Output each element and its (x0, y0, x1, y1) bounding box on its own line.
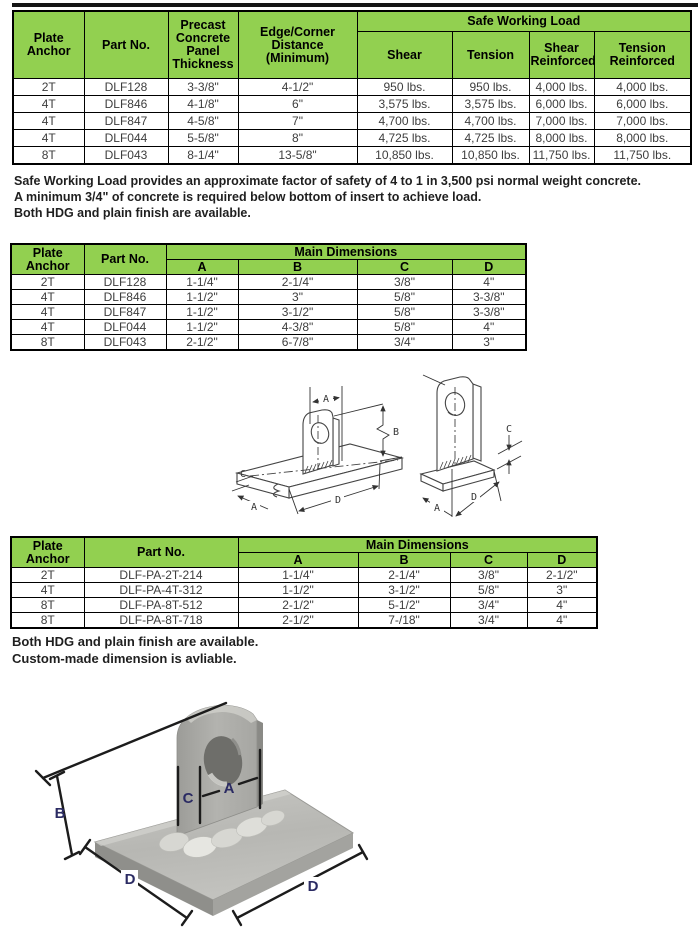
table-cell: 8T (11, 598, 84, 613)
dim-label-a-top: A (322, 394, 330, 405)
divider-line (12, 3, 698, 7)
main-dimensions-table-dlf-pa (10, 536, 598, 629)
table-cell: 1-1/4" (238, 568, 358, 583)
table-cell: DLF043 (84, 335, 166, 351)
group-header-main-dimensions: Main Dimensions (238, 537, 597, 553)
table-cell: 2-1/2" (166, 335, 238, 351)
col-header-tension: Tension (452, 32, 529, 79)
note-line: Both HDG and plain finish are available. (12, 634, 259, 649)
table-row (11, 320, 526, 335)
table-cell: 5/8" (450, 583, 527, 598)
table-cell: 4,000 lbs. (529, 79, 594, 96)
table-cell: 4" (527, 598, 597, 613)
col-header-d: D (452, 260, 526, 275)
table-cell: 8" (238, 130, 357, 147)
table-row (13, 79, 691, 96)
photo-label-c: C (182, 790, 194, 807)
photo-label-a: A (223, 780, 235, 797)
table-cell: 4T (13, 113, 84, 130)
table-cell: 11,750 lbs. (529, 147, 594, 165)
col-header-c: C (357, 260, 452, 275)
table-cell: 4,000 lbs. (594, 79, 691, 96)
table-cell: 5-5/8" (168, 130, 238, 147)
table-cell: DLF044 (84, 130, 168, 147)
table-cell: DLF128 (84, 275, 166, 290)
table-cell: 8,000 lbs. (594, 130, 691, 147)
table-cell: 3-3/8" (452, 305, 526, 320)
table-cell: 3,575 lbs. (452, 96, 529, 113)
group-header-main-dimensions: Main Dimensions (166, 244, 526, 260)
group-header-safe-working-load: Safe Working Load (357, 11, 691, 32)
table-cell: 6,000 lbs. (529, 96, 594, 113)
table-cell: DLF-PA-4T-312 (84, 583, 238, 598)
table-cell: 2T (13, 79, 84, 96)
table-cell: 3,575 lbs. (357, 96, 452, 113)
table-cell: 1-1/4" (166, 275, 238, 290)
table-cell: DLF128 (84, 79, 168, 96)
table-row (11, 568, 597, 583)
note-line: Safe Working Load provides an approximate factor of safety of 4 to 1 in 3,500 psi normal weight concrete. (14, 174, 642, 188)
plate-anchor-technical-drawing (0, 365, 700, 533)
table-cell: 3-3/8" (452, 290, 526, 305)
col-header-b: B (238, 260, 357, 275)
col-header-shear: Shear (357, 32, 452, 79)
photo-label-b: B (54, 805, 66, 822)
table-cell: 4-1/2" (238, 79, 357, 96)
table-cell: 3" (452, 335, 526, 351)
table-cell: DLF846 (84, 96, 168, 113)
table-row (13, 96, 691, 113)
table-cell: 11,750 lbs. (594, 147, 691, 165)
table-cell: 1-1/2" (166, 320, 238, 335)
table-cell: 3" (527, 583, 597, 598)
table-cell: 7,000 lbs. (594, 113, 691, 130)
table-cell: 6-7/8" (238, 335, 357, 351)
col-header-b: B (358, 553, 450, 568)
col-header-part-no: Part No. (84, 244, 166, 275)
table-row (11, 613, 597, 629)
plate-anchor-product-photo (8, 676, 448, 936)
col-header-plate-anchor: Plate Anchor (11, 244, 84, 275)
note-line: A minimum 3/4" of concrete is required below bottom of insert to achieve load. (14, 190, 482, 204)
table-cell: 5/8" (357, 305, 452, 320)
table-row (13, 113, 691, 130)
table-cell: 4" (452, 275, 526, 290)
dim-label-a-bottom: A (250, 502, 258, 513)
table-cell: 3" (238, 290, 357, 305)
table-cell: 2-1/2" (238, 598, 358, 613)
table-cell: 4-5/8" (168, 113, 238, 130)
table-cell: 3-1/2" (358, 583, 450, 598)
table-cell: 4T (11, 305, 84, 320)
table-cell: 2-1/4" (358, 568, 450, 583)
col-header-d: D (527, 553, 597, 568)
table-row (13, 147, 691, 165)
photo-label-d-left: D (124, 871, 136, 888)
table-cell: DLF044 (84, 320, 166, 335)
dim-label-d: D (334, 495, 342, 506)
finish-notes (12, 633, 258, 667)
table-cell: 5/8" (357, 290, 452, 305)
table-cell: DLF847 (84, 113, 168, 130)
dim-label-a-right: A (433, 503, 441, 514)
col-header-plate-anchor: Plate Anchor (13, 11, 84, 79)
table-cell: 8T (13, 147, 84, 165)
table-cell: DLF846 (84, 290, 166, 305)
safe-working-load-table (12, 10, 692, 165)
table-cell: 2T (11, 568, 84, 583)
table-cell: 8T (11, 613, 84, 629)
table-cell: 3/4" (450, 613, 527, 629)
table-cell: 6" (238, 96, 357, 113)
table-cell: 6,000 lbs. (594, 96, 691, 113)
dim-label-d-right: D (470, 492, 478, 503)
col-header-shear-reinforced: Shear Reinforced (529, 32, 594, 79)
swl-notes (14, 173, 641, 221)
table-cell: 4T (13, 96, 84, 113)
table-cell: 7,000 lbs. (529, 113, 594, 130)
col-header-part-no: Part No. (84, 11, 168, 79)
table-cell: 7" (238, 113, 357, 130)
dim-label-c-right: C (505, 424, 513, 435)
table-cell: DLF-PA-8T-718 (84, 613, 238, 629)
table-cell: 4,700 lbs. (357, 113, 452, 130)
table-cell: 3/8" (357, 275, 452, 290)
col-header-plate-anchor: Plate Anchor (11, 537, 84, 568)
note-line: Both HDG and plain finish are available. (14, 206, 251, 220)
table-cell: 8T (11, 335, 84, 351)
table-cell: DLF847 (84, 305, 166, 320)
table-cell: DLF-PA-8T-512 (84, 598, 238, 613)
table-cell: 10,850 lbs. (357, 147, 452, 165)
table-cell: 4T (11, 320, 84, 335)
table-cell: 5/8" (357, 320, 452, 335)
table-cell: 1-1/2" (166, 305, 238, 320)
table-cell: 1-1/2" (238, 583, 358, 598)
col-header-a: A (166, 260, 238, 275)
table-cell: 950 lbs. (452, 79, 529, 96)
table-row (11, 598, 597, 613)
dim-label-b: B (392, 427, 400, 438)
table-cell: 4T (11, 290, 84, 305)
table-row (11, 275, 526, 290)
dim-label-c-left: C (239, 469, 247, 480)
table-cell: 4,725 lbs. (357, 130, 452, 147)
col-header-c: C (450, 553, 527, 568)
col-header-part-no: Part No. (84, 537, 238, 568)
table-cell: 4-1/8" (168, 96, 238, 113)
table-cell: 4" (452, 320, 526, 335)
table-cell: DLF-PA-2T-214 (84, 568, 238, 583)
table-cell: 4,725 lbs. (452, 130, 529, 147)
table-row (13, 130, 691, 147)
table-cell: 13-5/8" (238, 147, 357, 165)
table-cell: 5-1/2" (358, 598, 450, 613)
table-cell: 1-1/2" (166, 290, 238, 305)
table-cell: 4,700 lbs. (452, 113, 529, 130)
table-cell: 4" (527, 613, 597, 629)
table-cell: 10,850 lbs. (452, 147, 529, 165)
table-cell: 2-1/2" (527, 568, 597, 583)
table-cell: 2T (11, 275, 84, 290)
col-header-a: A (238, 553, 358, 568)
note-line: Custom-made dimension is avliable. (12, 651, 237, 666)
main-dimensions-table-dlf (10, 243, 527, 351)
table-cell: 3-1/2" (238, 305, 357, 320)
table-cell: 3-3/8" (168, 79, 238, 96)
table-row (11, 335, 526, 351)
table-cell: 4T (13, 130, 84, 147)
col-header-tension-reinforced: Tension Reinforced (594, 32, 691, 79)
table-cell: 4-3/8" (238, 320, 357, 335)
table-cell: DLF043 (84, 147, 168, 165)
table-cell: 3/8" (450, 568, 527, 583)
table-row (11, 305, 526, 320)
table-cell: 2-1/4" (238, 275, 357, 290)
table-row (11, 583, 597, 598)
photo-label-d-right: D (307, 878, 319, 895)
table-cell: 4T (11, 583, 84, 598)
table-cell: 8,000 lbs. (529, 130, 594, 147)
table-cell: 8-1/4" (168, 147, 238, 165)
table-cell: 7-/18" (358, 613, 450, 629)
table-cell: 3/4" (450, 598, 527, 613)
table-cell: 950 lbs. (357, 79, 452, 96)
col-header-edge-distance: Edge/Corner Distance (Minimum) (238, 11, 357, 79)
table-cell: 2-1/2" (238, 613, 358, 629)
table-row (11, 290, 526, 305)
col-header-panel-thickness: Precast Concrete Panel Thickness (168, 11, 238, 79)
table-cell: 3/4" (357, 335, 452, 351)
